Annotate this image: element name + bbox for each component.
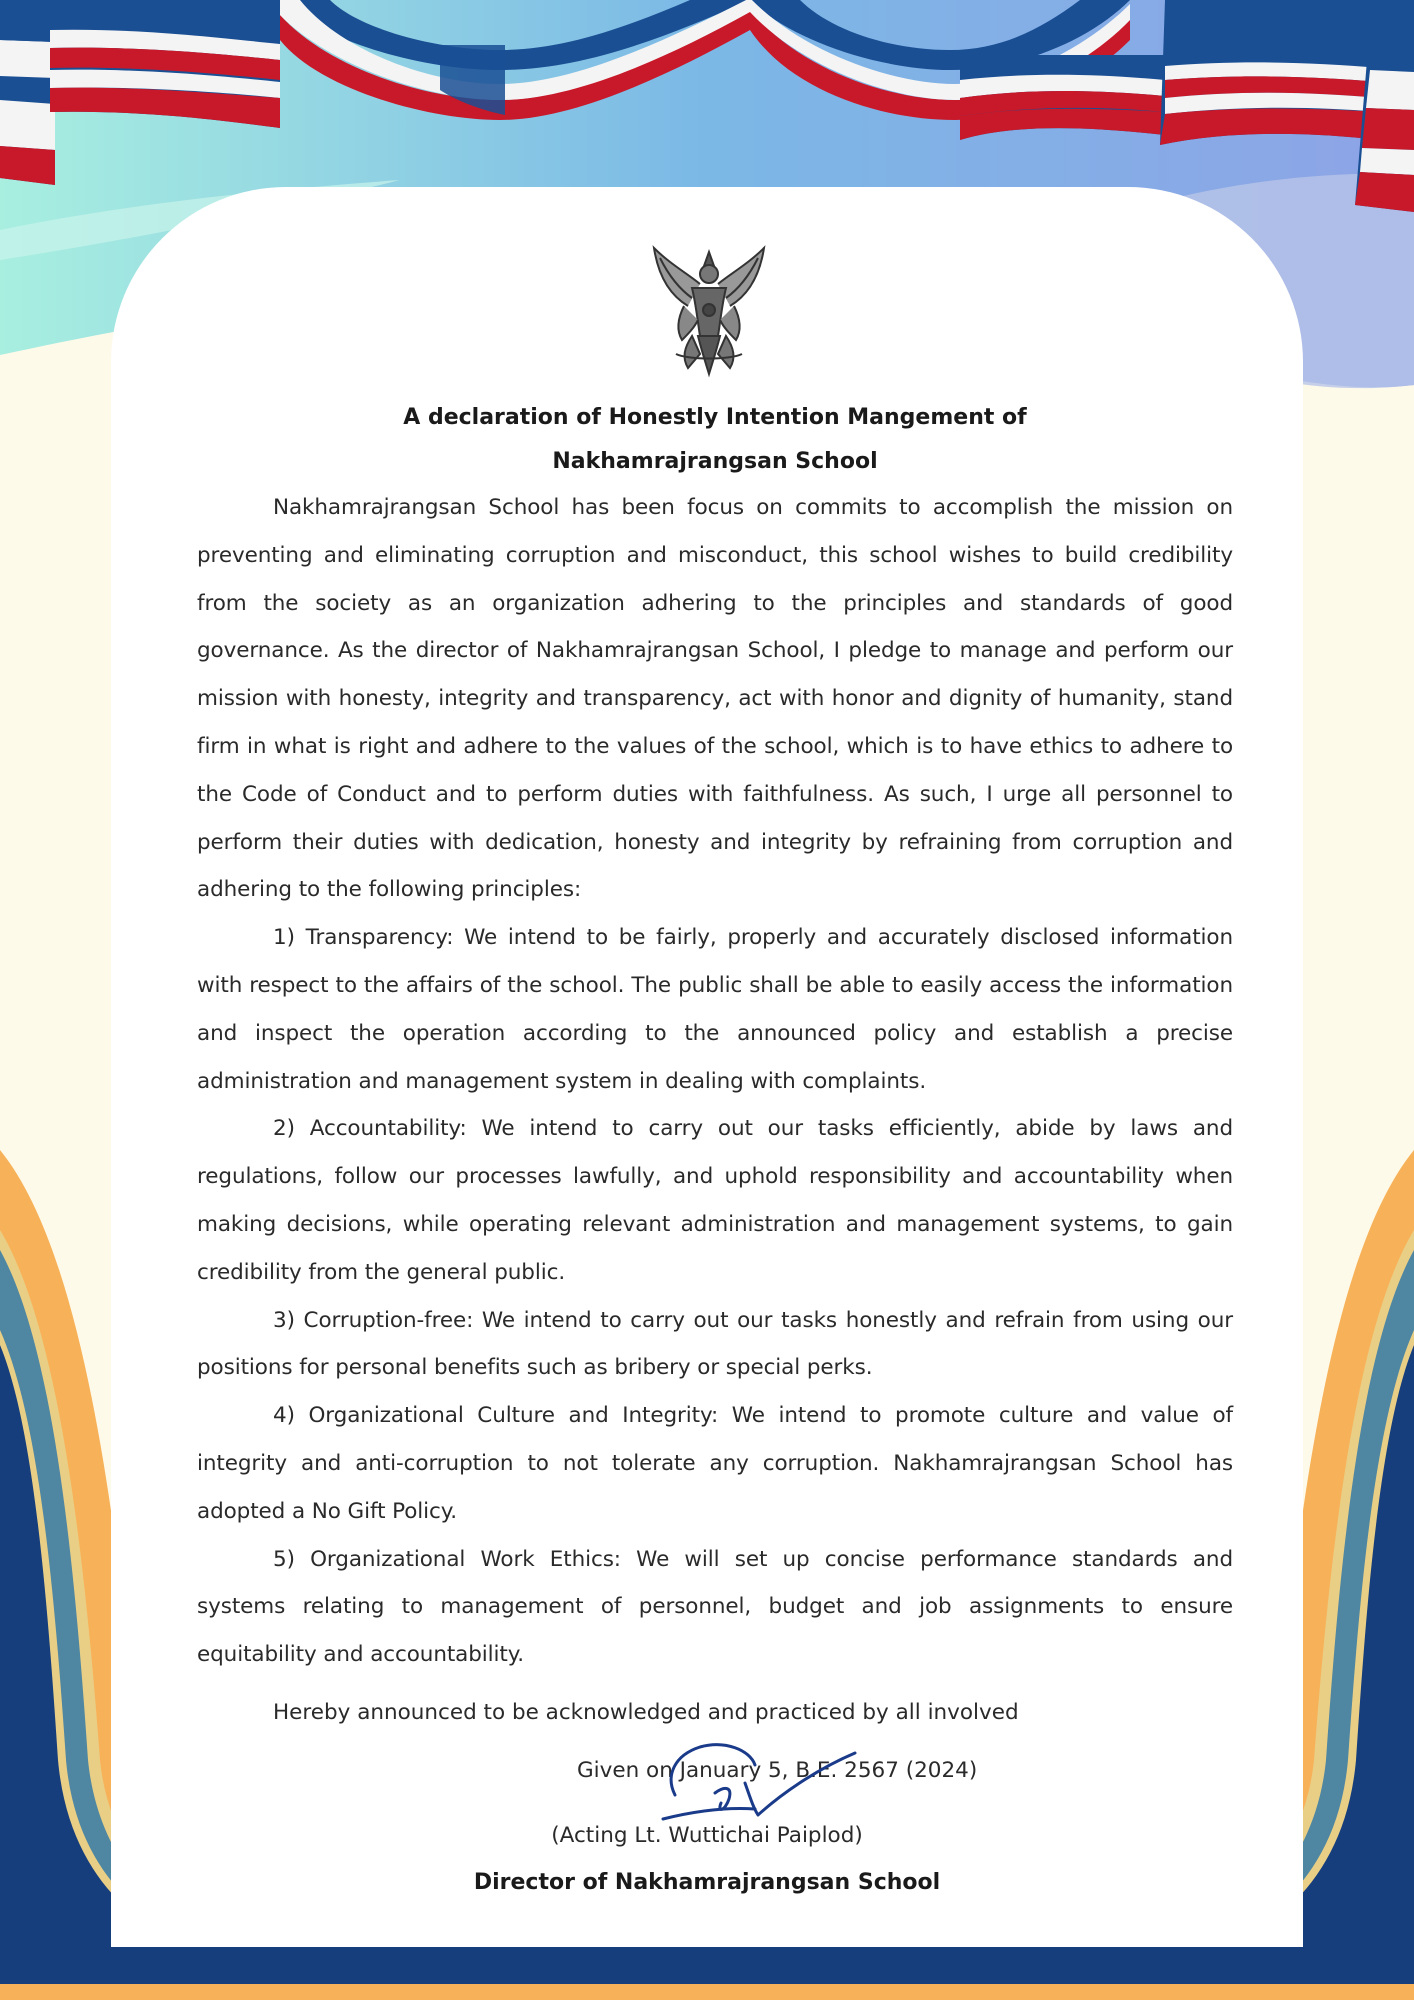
garuda-emblem-icon xyxy=(648,244,770,378)
ribbon-right-icon xyxy=(750,0,1165,140)
principle-corruption-free: 3) Corruption-free: We intend to carry out our tasks honestly and refrain from using our positions for personal benefits such as bribery or special perks. xyxy=(197,1307,1233,1381)
principle-work-ethics: 5) Organizational Work Ethics: We will set up concise performance standards and systems relating to management of personnel, budget and job assignments to ensure equitability and accountability. xyxy=(197,1546,1233,1668)
footer-band xyxy=(0,1944,1414,2000)
signer-title: Director of Nakhamrajrangsan School xyxy=(473,1870,941,1895)
document-title-line2: Nakhamrajrangsan School xyxy=(552,449,878,474)
handwritten-signature xyxy=(655,1735,860,1825)
ribbon-left-icon xyxy=(280,0,750,120)
flag-right-icon xyxy=(1160,0,1380,145)
flag-left-icon xyxy=(0,0,55,185)
announcement-text: Hereby announced to be acknowledged and practiced by all involved xyxy=(273,1699,1019,1725)
flag-left-wave-icon xyxy=(50,0,280,128)
principle-accountability: 2) Accountability: We intend to carry out our tasks efficiently, abide by laws and regulations, follow our processes lawfully, and uphold responsibility and accountability when making decisions, while operating relevant administration and management systems, to gain credibility from the general public. xyxy=(197,1116,1233,1285)
given-date: Given on January 5, B.E. 2567 (2024) xyxy=(577,1757,978,1783)
principle-transparency: 1) Transparency: We intend to be fairly, properly and accurately disclosed information with respect to the affairs of the school. The public shall be able to easily access the information and inspect the operation according to the announced policy and establish a precise administration and management system in dealing with complaints. xyxy=(197,925,1233,1094)
flag-ribbons-decoration xyxy=(0,0,1414,230)
document-title-line1: A declaration of Honestly Intention Mangement of xyxy=(403,405,1027,430)
principle-culture-integrity: 4) Organizational Culture and Integrity: We intend to promote culture and value of integrity and anti-corruption to not tolerate any corruption. Nakhamrajrangsan School has adopted a No Gift Policy. xyxy=(197,1403,1233,1524)
signer-name: (Acting Lt. Wuttichai Paiplod) xyxy=(551,1823,863,1848)
declaration-body xyxy=(197,396,1233,1793)
intro-paragraph: Nakhamrajrangsan School has been focus on commits to accomplish the mission on preventing and eliminating corruption and misconduct, this school wishes to build credibility from the society as an organization adhering to the principles and standards of good governance. As the director of Nakhamrajrangsan School, I pledge to manage and perform our mission with honesty, integrity and transparency, act with honor and dignity of humanity, stand firm in what is right and adhere to the values of the school, which is to have ethics to adhere to the Code of Conduct and to perform duties with faithfulness. As such, I urge all personnel to perform their duties with dedication, honesty and integrity by refraining from corruption and adhering to the following principles: xyxy=(197,495,1233,903)
